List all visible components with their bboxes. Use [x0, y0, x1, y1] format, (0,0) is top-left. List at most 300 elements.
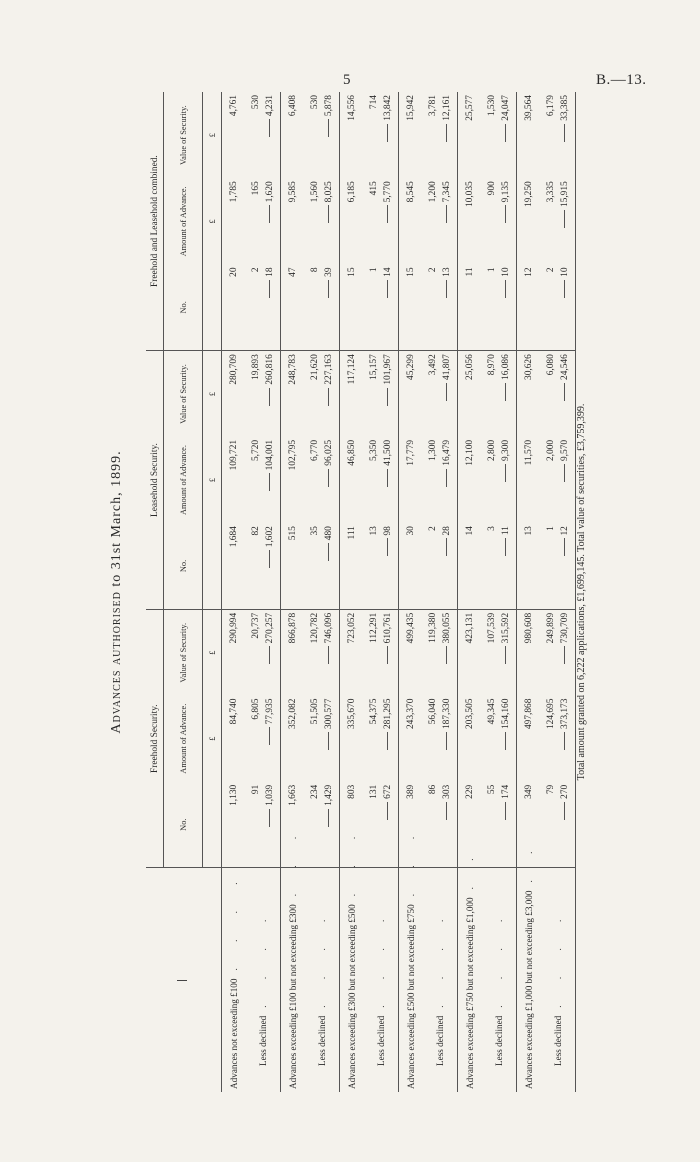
- table-cell: [458, 609, 483, 695]
- table-cell: [305, 92, 340, 178]
- table-cell: [340, 92, 365, 178]
- table-cell: [517, 609, 542, 695]
- table-cell: [281, 178, 306, 264]
- net-value: 1,620: [265, 181, 275, 203]
- row-label-text: Advances exceeding £300 but not exceeding £500: [347, 904, 357, 1089]
- leader-dots: . . . .: [435, 907, 445, 1008]
- leader-dots: . . . .: [229, 870, 239, 971]
- table-cell: [399, 696, 424, 782]
- cell-value: 3,492: [428, 354, 438, 376]
- cell-value: 900: [487, 181, 497, 196]
- table-row: [482, 92, 517, 1092]
- net-value: 9,570: [560, 439, 570, 461]
- row-label-text: Less declined: [258, 1015, 268, 1066]
- net-value: 300,577: [324, 698, 334, 730]
- net-value: 746,096: [324, 612, 334, 644]
- table-cell: [458, 92, 483, 178]
- cell-value: 102,795: [288, 439, 298, 471]
- cell-value: 86: [428, 784, 438, 795]
- cell-value: 13: [524, 526, 534, 536]
- page-reference: B.—13.: [596, 72, 647, 88]
- net-value: 98: [383, 526, 393, 536]
- net-value: 10: [501, 267, 511, 277]
- cell-value: 15,157: [369, 354, 379, 380]
- row-label: [246, 868, 281, 1092]
- cell-value: 530: [310, 95, 320, 110]
- cell-value: 1,663: [288, 784, 298, 806]
- net-value: 270,257: [265, 612, 275, 644]
- table-title-rest: to 31st March, 1899.: [109, 450, 124, 587]
- net-value: 9,300: [501, 439, 511, 461]
- table-row: [423, 92, 458, 1092]
- table-cell: [482, 351, 517, 437]
- table-cell: [305, 782, 340, 868]
- table-cell: [222, 523, 247, 609]
- cell-value: 3,335: [546, 181, 556, 203]
- table-cell: [340, 523, 365, 609]
- net-value: 480: [324, 526, 334, 541]
- table-cell: [364, 523, 399, 609]
- net-value: 303: [442, 784, 452, 799]
- cell-value: 530: [251, 95, 261, 110]
- table-cell: [423, 92, 458, 178]
- row-label: [281, 824, 306, 1092]
- row-label: [482, 868, 517, 1092]
- row-label-text: Less declined: [435, 1015, 445, 1066]
- leader-dots: . .: [524, 839, 534, 883]
- cell-value: 19,250: [524, 181, 534, 208]
- net-value: 77,935: [265, 698, 275, 725]
- cell-value: 15: [406, 267, 416, 277]
- net-value: 373,173: [560, 698, 570, 730]
- cell-value: 8,545: [406, 181, 416, 203]
- cell-value: 12: [524, 267, 534, 277]
- table-cell: [399, 609, 424, 695]
- cell-value: 12,100: [465, 439, 475, 466]
- table-cell: [364, 351, 399, 437]
- net-value: 96,025: [324, 439, 334, 466]
- leader-dots: . .: [465, 846, 475, 890]
- cell-value: 349: [524, 784, 534, 799]
- cell-value: 6,770: [310, 439, 320, 461]
- net-value: 28: [442, 526, 452, 536]
- cell-value: 17,779: [406, 439, 416, 466]
- row-label-text: Advances exceeding £1,000 but not exceeding £3,000: [524, 890, 534, 1089]
- table-cell: [246, 696, 281, 782]
- net-value: 12: [560, 526, 570, 536]
- column-header: Value of Security.: [164, 351, 203, 437]
- table-cell: [246, 351, 281, 437]
- cell-value: 280,709: [229, 354, 239, 385]
- cell-value: 290,994: [229, 612, 239, 644]
- cell-value: 499,435: [406, 612, 416, 644]
- table-cell: [340, 351, 365, 437]
- table-row: [517, 92, 542, 1092]
- table-cell: [246, 437, 281, 523]
- cell-value: 55: [487, 784, 497, 795]
- cell-value: 1,684: [229, 526, 239, 548]
- row-label-text: Less declined: [553, 1015, 563, 1066]
- table-cell: [517, 523, 542, 609]
- table-cell: [423, 178, 458, 264]
- table-cell: [482, 178, 517, 264]
- net-value: 10: [560, 267, 570, 277]
- table-cell: [246, 264, 281, 350]
- cell-value: 11,570: [524, 439, 534, 466]
- cell-value: 2: [251, 267, 261, 273]
- cell-value: 109,721: [229, 439, 239, 471]
- cell-value: 6,179: [546, 95, 556, 117]
- unit-header: [203, 782, 222, 868]
- cell-value: 1,785: [229, 181, 239, 203]
- table-cell: [541, 437, 576, 523]
- row-label: [517, 839, 542, 1092]
- cell-value: 2: [428, 526, 438, 531]
- cell-value: 46,850: [347, 439, 357, 466]
- row-label-text: Less declined: [494, 1015, 504, 1066]
- cell-value: 11: [465, 267, 475, 277]
- cell-value: 54,375: [369, 698, 379, 725]
- table-cell: [305, 264, 340, 350]
- cell-value: 91: [251, 784, 261, 795]
- table-cell: [482, 92, 517, 178]
- cell-value: 1,530: [487, 95, 497, 117]
- net-value: 9,135: [501, 181, 511, 203]
- cell-value: 21,620: [310, 354, 320, 380]
- cell-value: 352,082: [288, 698, 298, 730]
- table-cell: [458, 523, 483, 609]
- table-cell: [222, 92, 247, 178]
- table-cell: [281, 351, 306, 437]
- table-cell: [399, 437, 424, 523]
- leader-dots: . . .: [406, 824, 416, 897]
- cell-value: 19,893: [251, 354, 261, 380]
- table-cell: [305, 696, 340, 782]
- table-cell: [482, 696, 517, 782]
- net-value: 174: [501, 784, 511, 799]
- row-label: [399, 824, 424, 1092]
- leader-dots: . . . .: [553, 907, 563, 1008]
- cell-value: 2,000: [546, 439, 556, 461]
- table-row: [222, 92, 247, 1092]
- table-cell: [364, 92, 399, 178]
- table-row: [541, 92, 576, 1092]
- table-cell: [222, 178, 247, 264]
- table-cell: [399, 523, 424, 609]
- row-label: [458, 846, 483, 1092]
- table-cell: [541, 178, 576, 264]
- cell-value: 39,564: [524, 95, 534, 121]
- net-value: 16,086: [501, 354, 511, 380]
- cell-value: 866,878: [288, 612, 298, 644]
- table-cell: [222, 264, 247, 350]
- cell-value: 107,539: [487, 612, 497, 644]
- table-cell: [399, 351, 424, 437]
- table-cell: [281, 696, 306, 782]
- cell-value: 165: [251, 181, 261, 196]
- table-cell: [541, 696, 576, 782]
- cell-value: 3,781: [428, 95, 438, 117]
- cell-value: 497,868: [524, 698, 534, 730]
- net-value: 672: [383, 784, 393, 799]
- leader-dots: . . .: [288, 824, 298, 897]
- page-number: 5: [343, 72, 351, 88]
- table-cell: [399, 178, 424, 264]
- table-cell: [423, 437, 458, 523]
- net-value: 610,761: [383, 612, 393, 644]
- table-cell: [281, 437, 306, 523]
- table-row: [399, 92, 424, 1092]
- table-cell: [482, 609, 517, 695]
- net-value: 16,479: [442, 439, 452, 466]
- cell-value: 5,720: [251, 439, 261, 461]
- cell-value: 1,130: [229, 784, 239, 806]
- cell-value: 56,040: [428, 698, 438, 725]
- net-value: 1,039: [265, 784, 275, 806]
- cell-value: 515: [288, 526, 298, 541]
- cell-value: 803: [347, 784, 357, 799]
- table-row: [340, 92, 365, 1092]
- cell-value: 8,970: [487, 354, 497, 376]
- leader-dots: . . . .: [258, 907, 268, 1008]
- net-value: 260,816: [265, 354, 275, 385]
- cell-value: 25,577: [465, 95, 475, 121]
- table-cell: [517, 696, 542, 782]
- cell-value: 119,380: [428, 612, 438, 643]
- table-cell: [340, 178, 365, 264]
- cell-value: 714: [369, 95, 379, 110]
- table-cell: [364, 782, 399, 868]
- cell-value: 6,185: [347, 181, 357, 203]
- net-value: 13: [442, 267, 452, 277]
- net-value: 18: [265, 267, 275, 277]
- row-label-text: Advances not exceeding £100: [229, 978, 239, 1089]
- table-cell: [246, 782, 281, 868]
- table-cell: [517, 437, 542, 523]
- net-value: 730,709: [560, 612, 570, 644]
- cell-value: 1: [369, 267, 379, 273]
- unit-header: £: [203, 92, 222, 178]
- cell-value: 79: [546, 784, 556, 795]
- cell-value: 111: [347, 526, 357, 540]
- column-header: No.: [164, 523, 203, 609]
- table-cell: [281, 264, 306, 350]
- table-cell: [364, 264, 399, 350]
- table-cell: [458, 264, 483, 350]
- net-value: 33,385: [560, 95, 570, 121]
- column-header: Amount of Advance.: [164, 696, 203, 782]
- table-cell: [340, 264, 365, 350]
- cell-value: 243,370: [406, 698, 416, 730]
- cell-value: 980,608: [524, 612, 534, 644]
- cell-value: 6,408: [288, 95, 298, 117]
- cell-value: 415: [369, 181, 379, 196]
- row-label: [364, 868, 399, 1092]
- net-value: 1,602: [265, 526, 275, 548]
- column-header: Amount of Advance.: [164, 437, 203, 523]
- row-label: [305, 868, 340, 1092]
- unit-header: £: [203, 609, 222, 695]
- table-cell: [458, 437, 483, 523]
- table-cell: [482, 523, 517, 609]
- table-cell: [423, 696, 458, 782]
- unit-header: [203, 523, 222, 609]
- net-value: 12,161: [442, 95, 452, 121]
- cell-value: 723,052: [347, 612, 357, 644]
- net-value: 15,915: [560, 181, 570, 208]
- column-header: Value of Security.: [164, 92, 203, 178]
- table-cell: [423, 351, 458, 437]
- table-cell: [281, 523, 306, 609]
- cell-value: 6,805: [251, 698, 261, 720]
- cell-value: 112,291: [369, 612, 379, 643]
- cell-value: 82: [251, 526, 261, 536]
- net-value: 187,330: [442, 698, 452, 730]
- table-cell: [423, 782, 458, 868]
- cell-value: 15,942: [406, 95, 416, 121]
- table-cell: [340, 437, 365, 523]
- cell-value: 249,899: [546, 612, 556, 644]
- row-label: [222, 868, 247, 1092]
- table-cell: [222, 609, 247, 695]
- table-row: [364, 92, 399, 1092]
- table-cell: [541, 92, 576, 178]
- cell-value: 389: [406, 784, 416, 799]
- table-cell: [541, 609, 576, 695]
- table-cell: [541, 264, 576, 350]
- description-header: [146, 868, 222, 1092]
- table-cell: [340, 696, 365, 782]
- cell-value: 2: [546, 267, 556, 273]
- table-cell: [517, 92, 542, 178]
- net-value: 5,770: [383, 181, 393, 203]
- unit-header: £: [203, 178, 222, 264]
- cell-value: 30,626: [524, 354, 534, 380]
- unit-header: £: [203, 437, 222, 523]
- group-header-freehold: Freehold Security.: [146, 609, 164, 868]
- table-cell: [364, 178, 399, 264]
- table-cell: [482, 437, 517, 523]
- net-value: 41,807: [442, 354, 452, 380]
- table-cell: [517, 178, 542, 264]
- cell-value: 1: [546, 526, 556, 531]
- cell-value: 20: [229, 267, 239, 277]
- cell-value: 30: [406, 526, 416, 536]
- net-value: 11: [501, 526, 511, 536]
- row-label-text: Less declined: [317, 1015, 327, 1066]
- cell-value: 120,782: [310, 612, 320, 644]
- cell-value: 10,035: [465, 181, 475, 208]
- rotated-table-block: [102, 92, 587, 1092]
- net-value: 14: [383, 267, 393, 277]
- cell-value: 35: [310, 526, 320, 536]
- row-label-text: Advances exceeding £100 but not exceeding £300: [288, 904, 298, 1089]
- net-value: 7,345: [442, 181, 452, 203]
- table-cell: [305, 178, 340, 264]
- table-cell: [458, 178, 483, 264]
- cell-value: 51,505: [310, 698, 320, 725]
- leader-dots: . . . .: [376, 907, 386, 1008]
- table-cell: [305, 351, 340, 437]
- row-label: [340, 824, 365, 1092]
- net-value: 8,025: [324, 181, 334, 203]
- net-value: 4,231: [265, 95, 275, 117]
- cell-value: 15: [347, 267, 357, 277]
- table-cell: [541, 523, 576, 609]
- cell-value: 124,695: [546, 698, 556, 730]
- net-value: 13,842: [383, 95, 393, 121]
- cell-value: 8: [310, 267, 320, 273]
- table-cell: [340, 609, 365, 695]
- cell-value: 131: [369, 784, 379, 799]
- table-cell: [305, 437, 340, 523]
- row-label: [423, 868, 458, 1092]
- cell-value: 49,345: [487, 698, 497, 725]
- table-cell: [399, 92, 424, 178]
- table-cell: [281, 92, 306, 178]
- net-value: 1,429: [324, 784, 334, 806]
- table-cell: [541, 351, 576, 437]
- cell-value: 117,124: [347, 354, 357, 385]
- net-value: 101,967: [383, 354, 393, 385]
- net-value: 380,055: [442, 612, 452, 644]
- row-label-text: Advances exceeding £750 but not exceeding £1,000: [465, 897, 475, 1089]
- cell-value: 20,737: [251, 612, 261, 639]
- table-cell: [222, 437, 247, 523]
- cell-value: 9,585: [288, 181, 298, 203]
- cell-value: 234: [310, 784, 320, 799]
- cell-value: 14: [465, 526, 475, 536]
- unit-header: £: [203, 696, 222, 782]
- net-value: 227,163: [324, 354, 334, 385]
- table-cell: [423, 523, 458, 609]
- table-title: [102, 92, 132, 1092]
- cell-value: 84,740: [229, 698, 239, 725]
- cell-value: 229: [465, 784, 475, 799]
- table-row: [305, 92, 340, 1092]
- table-cell: [423, 264, 458, 350]
- cell-value: 3: [487, 526, 497, 531]
- table-row: [458, 92, 483, 1092]
- cell-value: 47: [288, 267, 298, 277]
- table-cell: [246, 92, 281, 178]
- table-cell: [246, 523, 281, 609]
- cell-value: 6,080: [546, 354, 556, 376]
- cell-value: 335,670: [347, 698, 357, 730]
- column-header: Amount of Advance.: [164, 178, 203, 264]
- table-cell: [541, 782, 576, 868]
- net-value: 104,001: [265, 439, 275, 471]
- net-value: 39: [324, 267, 334, 277]
- table-cell: [246, 178, 281, 264]
- column-header: No.: [164, 264, 203, 350]
- table-cell: [458, 696, 483, 782]
- table-title-lead: Advances authorised: [109, 591, 124, 734]
- table-cell: [458, 351, 483, 437]
- table-cell: [364, 609, 399, 695]
- net-value: 315,592: [501, 612, 511, 644]
- cell-value: 1,300: [428, 439, 438, 461]
- table-cell: [281, 609, 306, 695]
- cell-value: 248,783: [288, 354, 298, 385]
- footnote: Total amount granted on 6,222 applications, £1,699,145. Total value of securities, £3,759,399.: [576, 403, 587, 781]
- table-cell: [222, 351, 247, 437]
- column-header: Value of Security.: [164, 609, 203, 695]
- table-cell: [399, 264, 424, 350]
- leader-dots: . . .: [347, 824, 357, 897]
- table-cell: [305, 523, 340, 609]
- group-header-combined: Freehold and Leasehold combined.: [146, 92, 164, 351]
